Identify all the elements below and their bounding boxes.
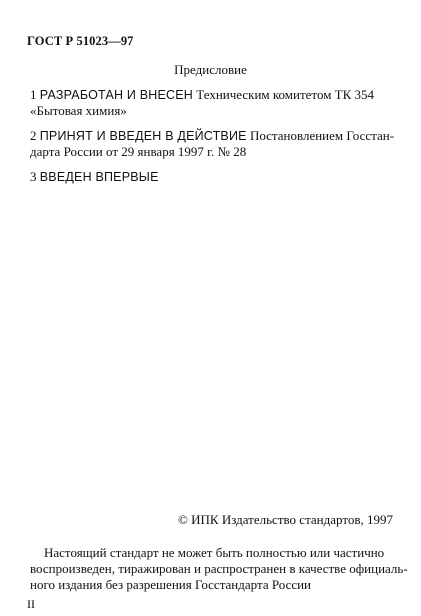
page-number: II xyxy=(27,597,35,611)
item-caps-heading: РАЗРАБОТАН И ВНЕСЕН xyxy=(39,88,194,102)
foreword-item-1 xyxy=(30,87,392,119)
item-number: 2 xyxy=(30,128,37,143)
section-title: Предисловие xyxy=(174,62,247,77)
item-text: Постановлением Госстан- xyxy=(249,128,395,143)
item-number: 1 xyxy=(30,87,37,102)
foreword-item-2-line-1 xyxy=(30,128,395,144)
foreword-item-2 xyxy=(30,128,395,160)
reproduction-notice xyxy=(30,545,408,593)
copyright-line: © ИПК Издательство стандартов, 1997 xyxy=(178,512,393,527)
item-text-continuation: «Бытовая химия» xyxy=(30,103,127,118)
item-text-continuation: дарта России от 29 января 1997 г. № 28 xyxy=(30,144,247,159)
document-code: ГОСТ Р 51023—97 xyxy=(27,34,134,48)
notice-line-3: ного издания без разрешения Госстандарта России xyxy=(30,577,312,592)
item-caps-heading: ПРИНЯТ И ВВЕДЕН В ДЕЙСТВИЕ xyxy=(39,129,247,143)
item-caps-heading: ВВЕДЕН ВПЕРВЫЕ xyxy=(39,170,159,184)
foreword-item-3 xyxy=(30,169,392,185)
notice-line-1: Настоящий стандарт не может быть полностью или частично xyxy=(44,545,385,560)
item-number: 3 xyxy=(30,169,37,184)
item-text: Техническим комитетом ТК 354 xyxy=(196,87,375,102)
notice-line-2: воспроизведен, тиражирован и распространен в качестве официаль- xyxy=(30,561,408,576)
foreword-item-1-line-1 xyxy=(30,87,392,103)
